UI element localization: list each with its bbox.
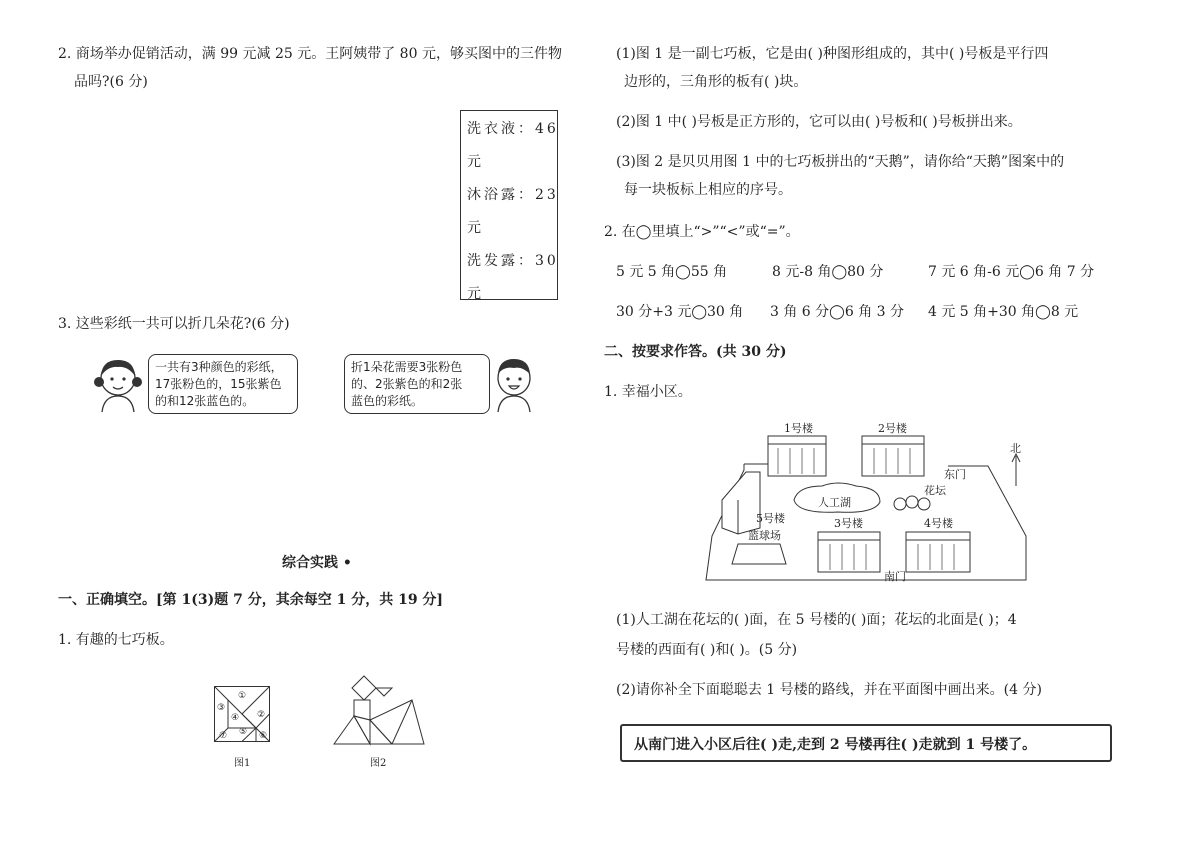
map-label-flowerbed: 花坛: [924, 484, 946, 497]
tangram-number-1: ①: [237, 691, 247, 701]
q3-text: 3. 这些彩纸一共可以折几朵花?(6 分): [58, 316, 290, 332]
boy-speech-bubble: [344, 354, 490, 414]
tangram-number-4: ④: [230, 713, 240, 723]
price-line: 沐浴露：23: [467, 187, 559, 203]
map-label-south-gate: 南门: [884, 570, 906, 583]
map-label-b3: 3号楼: [834, 517, 863, 530]
tangram-number-3: ③: [216, 703, 226, 713]
tangram-number-5: ⑤: [238, 727, 248, 737]
tangram-square-figure: [214, 686, 270, 746]
tangram-number-2: ②: [256, 710, 266, 720]
sub1-line1: (1)图 1 是一副七巧板，它是由( )种图形组成的，其中( )号板是平行四: [616, 46, 1049, 62]
q2-line1: 2. 商场举办促销活动，满 99 元减 25 元。王阿姨带了 80 元，够买图中的三件物: [58, 46, 562, 62]
tangram-number-7: ⑦: [218, 731, 228, 741]
map-sub2: (2)请你补全下面聪聪去 1 号楼的路线，并在平面图中画出来。(4 分): [616, 682, 1042, 698]
section-title: 综合实践 •: [282, 555, 352, 571]
price-line: 洗发露：30: [467, 253, 559, 269]
q2-compare: 2. 在◯里填上“>”“<”或“=”。: [604, 224, 800, 240]
fig1-caption: 图1: [234, 758, 251, 769]
compare-item: 3 角 6 分◯6 角 3 分: [770, 304, 904, 320]
map-label-lake: 人工湖: [818, 496, 851, 509]
map-label-north: 北: [1010, 442, 1021, 455]
map-label-b4: 4号楼: [924, 517, 953, 530]
compare-item: 8 元-8 角◯80 分: [772, 264, 884, 280]
part2-heading: 二、按要求作答。(共 30 分): [604, 344, 787, 360]
bubble-line: 的和12张蓝色的。: [155, 394, 255, 408]
bubble-line: 蓝色的彩纸。: [351, 394, 424, 408]
price-line: 元: [467, 286, 484, 302]
price-line: 元: [467, 220, 484, 236]
tangram-number-6: ⑥: [258, 731, 268, 741]
boy-avatar: [490, 352, 538, 414]
route-answer-box: [620, 724, 1112, 762]
community-map: [698, 414, 1038, 590]
map-label-b5: 5号楼: [756, 512, 785, 525]
map-label-b2: 2号楼: [878, 422, 907, 435]
girl-avatar: [92, 354, 144, 414]
sub2-text: (2)图 1 中( )号板是正方形的，它可以由( )号板和( )号板拼出来。: [616, 114, 1022, 130]
bubble-line: 一共有3种颜色的彩纸，: [155, 360, 283, 374]
compare-item: 5 元 5 角◯55 角: [616, 264, 728, 280]
compare-item: 30 分+3 元◯30 角: [616, 304, 744, 320]
map-label-east-gate: 东门: [944, 468, 966, 481]
sub3-line2: 每一块板标上相应的序号。: [624, 182, 792, 198]
q1-community: 1. 幸福小区。: [604, 384, 692, 400]
price-line: 洗衣液：46: [467, 121, 559, 137]
price-line: 元: [467, 154, 484, 170]
bubble-line: 折1朵花需要3张粉色: [351, 360, 463, 374]
girl-speech-bubble: [148, 354, 298, 414]
map-label-b1: 1号楼: [784, 422, 813, 435]
map-sub1-line1: (1)人工湖在花坛的( )面，在 5 号楼的( )面；花坛的北面是( )；4: [616, 612, 1017, 628]
compare-item: 7 元 6 角-6 元◯6 角 7 分: [928, 264, 1095, 280]
tangram-swan-figure: [332, 670, 428, 750]
part1-heading: 一、正确填空。[第 1(3)题 7 分，其余每空 1 分，共 19 分]: [58, 592, 444, 608]
price-box: [460, 110, 558, 300]
sub3-line1: (3)图 2 是贝贝用图 1 中的七巧板拼出的“天鹅”，请你给“天鹅”图案中的: [616, 154, 1065, 170]
route-text: 从南门进入小区后往( )走,走到 2 号楼再往( )走就到 1 号楼了。: [634, 737, 1037, 753]
sub1-line2: 边形的，三角形的板有( )块。: [624, 74, 808, 90]
bubble-line: 17张粉色的，15张紫色: [155, 377, 282, 391]
compare-item: 4 元 5 角+30 角◯8 元: [928, 304, 1079, 320]
q1-tangram: 1. 有趣的七巧板。: [58, 632, 174, 648]
map-sub1-line2: 号楼的西面有( )和( )。(5 分): [616, 642, 798, 658]
bubble-line: 的、2张紫色的和2张: [351, 377, 463, 391]
q2-line2: 品吗?(6 分): [74, 74, 148, 90]
map-label-court: 篮球场: [748, 529, 781, 542]
fig2-caption: 图2: [370, 758, 387, 769]
